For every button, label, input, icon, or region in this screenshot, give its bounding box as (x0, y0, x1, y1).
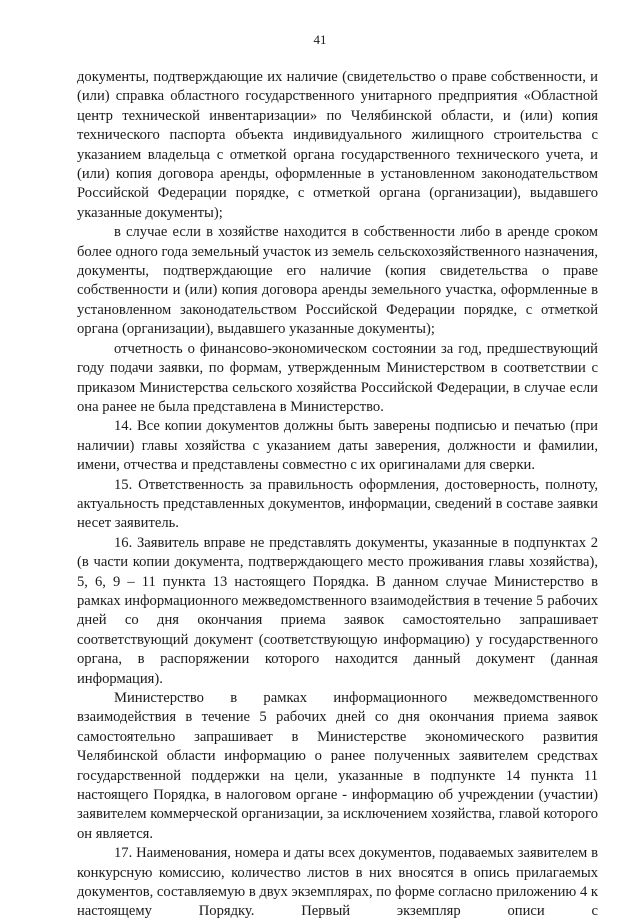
paragraph-item-17: 17. Наименования, номера и даты всех документов, подаваемых заявителем в конкурсную комиссию, количество листов в них вносятся в опись прилагаемых документов, составляемую в двух экземплярах, по форме согласно приложению 4 к настоящему Порядку. Первый экземпляр описи с (77, 845, 598, 920)
paragraph-land-plot: в случае если в хозяйстве находится в собственности либо в аренде сроком более одного года земельный участок из земель сельскохозяйственного назначения, документы, подтверждающие его наличие (копия свидетельства о праве собственности и (или) копия договора аренды земельного участка, оформленные в установленном законодательством Российской Федерации порядке, с отметкой органа (организации), выдавшего указанные документы); (77, 224, 598, 338)
page-number: 41 (313, 32, 327, 47)
document-body (77, 68, 598, 922)
paragraph-item-14: 14. Все копии документов должны быть заверены подписью и печатью (при наличии) главы хозяйства с указанием даты заверения, должности и фамилии, имени, отчества и представлены совместно с их оригиналами для сверки. (77, 418, 598, 474)
paragraph-ministry-interaction: Министерство в рамках информационного межведомственного взаимодействия в течение 5 рабочих дней со дня окончания приема заявок самостоятельно запрашивает в Министерстве экономического развития Челябинской области информацию о ранее полученных заявителем средствах государственной поддержки на цели, указанные в подпункте 14 пункта 11 настоящего Порядка, в налоговом органе - информацию об учреждении (участии) заявителем коммерческой организации, за исключением хозяйства, главой которого он является. (77, 690, 598, 842)
paragraph-item-15: 15. Ответственность за правильность оформления, достоверность, полноту, актуальность представленных документов, информации, сведений в составе заявки несет заявитель. (77, 476, 598, 532)
paragraph-housing-documents: документы, подтверждающие их наличие (свидетельство о праве собственности, и (или) справка областного государственного унитарного предприятия «Областной центр технической инвентаризации» по Челябинской области, и (или) копия технического паспорта объекта индивидуального жилищного строительства с указанием владельца с отметкой органа государственного технического учета, и (или) копия договора аренды, оформленные в установленном законодательством Российской Федерации порядке, с отметкой органа (организации), выдавшего указанные документы); (77, 69, 598, 221)
paragraph-item-16: 16. Заявитель вправе не представлять документы, указанные в подпунктах 2 (в части копии документа, подтверждающего место проживания главы хозяйства), 5, 6, 9 – 11 пункта 13 настоящего Порядка. В данном случае Министерство в рамках информационного межведомственного взаимодействия в течение 5 рабочих дней со дня окончания приема заявок самостоятельно запрашивает соответствующий документ (соответствующую информацию) у государственного органа, в распоряжении которого находится данный документ (данная информация). (77, 534, 598, 687)
paragraph-financial-report: отчетность о финансово-экономическом состоянии за год, предшествующий году подачи заявки, по формам, утвержденным Министерством в соответствии с приказом Министерства сельского хозяйства Российской Федерации, в случае если она ранее не была представлена в Министерство. (77, 340, 598, 415)
